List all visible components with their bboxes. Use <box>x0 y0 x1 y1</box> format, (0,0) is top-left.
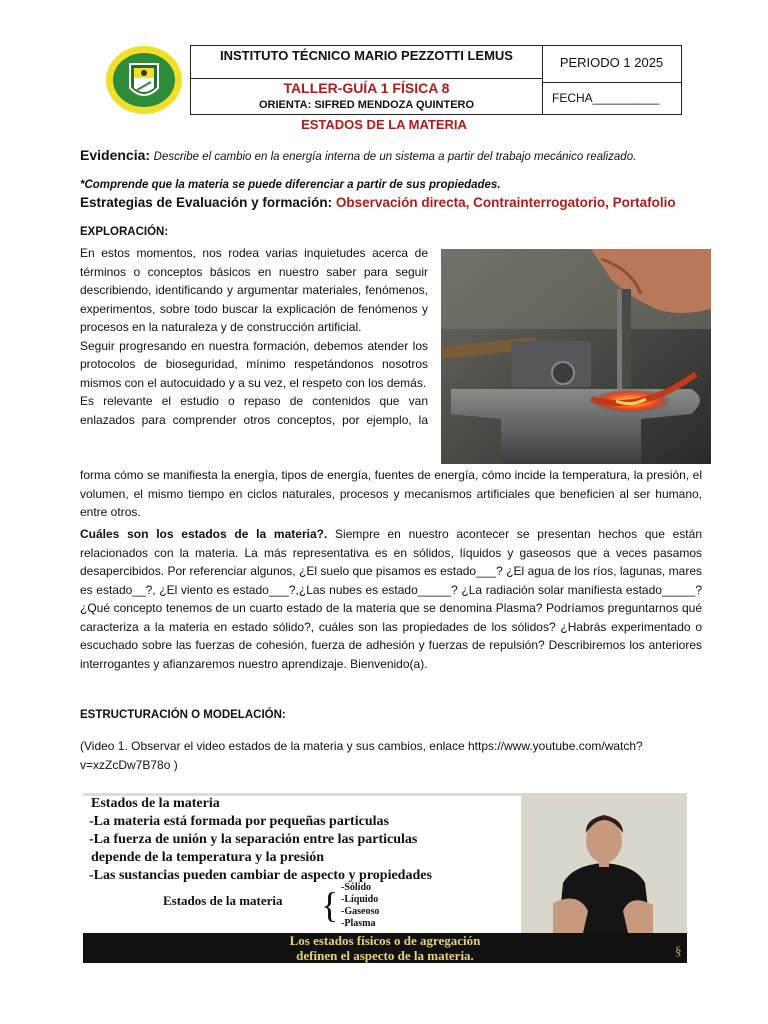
evidence-text: Describe el cambio en la energía interna de un sistema a partir del trabajo mecánico realizado. <box>153 151 637 163</box>
slide-caption-2: definen el aspecto de la materia. <box>296 948 474 963</box>
slide-bullet-3: depende de la temperatura y la presión <box>91 850 325 865</box>
slide-bullet-4: -Las sustancias pueden cambiar de aspecto y propiedades <box>89 868 432 883</box>
exploration-paragraph-2: Seguir progresando en nuestra formación, debemos atender los protocolos de bioseguridad, mínimo respetándonos nosotros mismos con el autocuidado y a su vez, el respeto con los demás. <box>80 338 428 390</box>
header-table <box>190 45 682 115</box>
school-logo <box>104 44 184 116</box>
states-question: Cuáles son los estados de la materia?. <box>80 527 328 541</box>
strategies-value: Observación directa, Contrainterrogatorio, Portafolio <box>335 195 676 210</box>
exploration-paragraph-3-start: Es relevante el estudio o repaso de contenidos que van enlazados para comprender otros conceptos, por ejemplo, la <box>80 394 428 427</box>
teacher-name: ORIENTA: SIFRED MENDOZA QUINTERO <box>258 99 475 111</box>
slide-brace: { <box>321 885 339 925</box>
exploration-heading: EXPLORACIÓN: <box>80 226 169 238</box>
slide-state-4: -Plasma <box>341 918 376 929</box>
states-text: Siempre en nuestro acontecer se presentan hechos que están relacionados con la materia. La más representativa es en sólidos, líquidos y gaseosos que a veces pasamos desapercibidos. Por referenciar algunos, ¿El suelo que pisamos es estado___? ¿El agua de los ríos, lagunas, mares es estado__?, ¿El viento es estado___?,¿Las nubes es estado_____? ¿La radiación solar manifiesta estado_____? ¿Qué concepto tenemos de un cuarto estado de la materia que se denomina Plasma? Podríamos preguntarnos qué caracteriza a la materia en estado sólido?, cuáles son las propiedades de los sólidos? ¿Habrás experimentado o escuchado sobre las fuerzas de cohesión, fuerza de adhesión y fuerzas de repulsión? Describiremos los anteriores interrogantes y afianzaremos nuestro aprendizaje. Bienvenido(a). <box>80 527 702 671</box>
slide-bullet-1: -La materia está formada por pequeñas particulas <box>89 814 389 829</box>
workshop-title: TALLER-GUÍA 1 FÍSICA 8 <box>283 80 450 96</box>
exploration-left-text <box>80 244 428 429</box>
slide-states-label: Estados de la materia <box>163 893 283 908</box>
page-title: ESTADOS DE LA MATERIA <box>301 117 467 132</box>
states-paragraph <box>80 525 702 673</box>
slide-corner-ornament: § <box>675 943 682 958</box>
blacksmith-photo <box>441 249 711 464</box>
video-instruction: (Video 1. Observar el video estados de la materia y sus cambios, enlace https://www.youtube.com/watch?v=xzZcDw7B78o ) <box>80 739 643 772</box>
evidence-line <box>80 147 636 163</box>
institution-name: INSTITUTO TÉCNICO MARIO PEZZOTTI LEMUS <box>220 48 513 63</box>
slide-caption-1: Los estados físicos o de agregación <box>289 933 481 948</box>
slide-state-2: -Líquido <box>341 894 379 905</box>
strategies-line <box>80 195 676 210</box>
exploration-paragraph-1: En estos momentos, nos rodea varias inquietudes acerca de términos o conceptos básicos en nuestro saber para seguir describiendo, identificando y argumentar materiales, fenómenos, experimentos, sobre todo buscar la explicación de fenómenos y procesos en la naturaleza y de construcción artificial. <box>80 246 428 334</box>
structuring-heading: ESTRUCTURACIÓN O MODELACIÓN: <box>80 709 286 721</box>
period-label: PERIODO 1 2025 <box>559 55 664 70</box>
strategies-label: Estrategias de Evaluación y formación: <box>80 195 333 210</box>
slide-state-1: -Sólido <box>341 882 372 893</box>
video-slide-image <box>83 793 687 963</box>
evidence-label: Evidencia: <box>80 147 151 163</box>
slide-state-3: -Gaseoso <box>341 906 380 917</box>
exploration-paragraph-3-end: forma cómo se manifiesta la energía, tipos de energía, fuentes de energía, cómo incide la temperatura, la presión, el volumen, el mismo tiempo en ciclos naturales, procesos y mecanismos artificiales que beneficien al ser humano, entre otros. <box>80 468 702 519</box>
slide-title: Estados de la materia <box>91 796 220 811</box>
date-field: FECHA__________ <box>552 91 660 105</box>
competence-line: *Comprende que la materia se puede diferenciar a partir de sus propiedades. <box>80 179 501 191</box>
slide-bullet-2: -La fuerza de unión y la separación entre las particulas <box>89 832 418 847</box>
